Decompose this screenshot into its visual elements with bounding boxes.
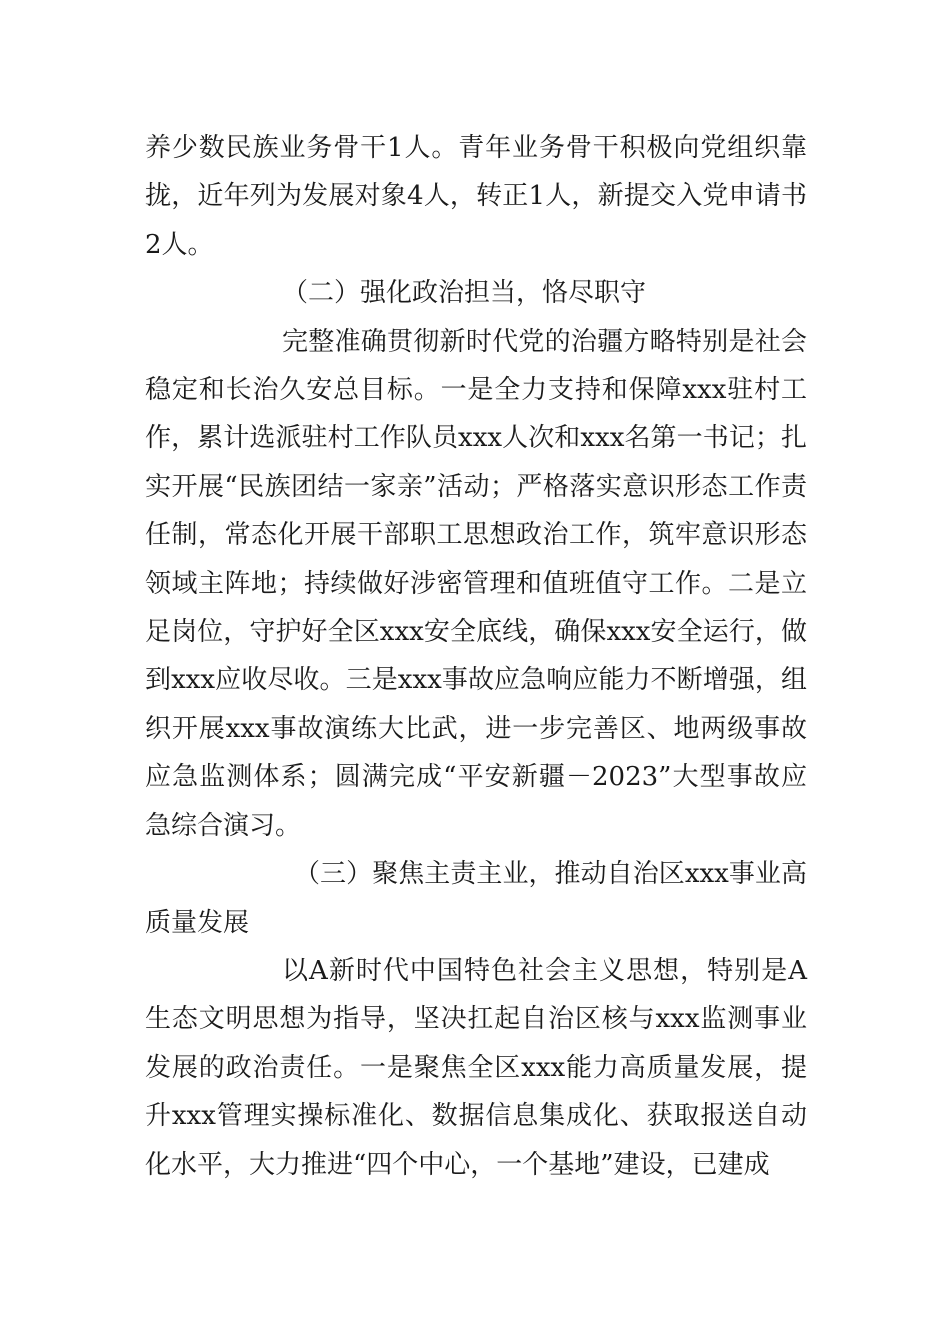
section-heading-3: （三）聚焦主责主业，推动自治区xxx事业高质量发展 (145, 859, 807, 938)
paragraph-section-3: 以A新时代中国特色社会主义思想，特别是A生态文明思想为指导，坚决扛起自治区核与xxx监测事业发展的政治责任。一是聚焦全区xxx能力高质量发展，提升xxx管理实操标准化、数据信息集成化、获取报送自动化水平，大力推进“四个中心，一个基地”建设，已建成 (145, 955, 807, 1180)
paragraph-section-2: 完整准确贯彻新时代党的治疆方略特别是社会稳定和长治久安总目标。一是全力支持和保障xxx驻村工作，累计选派驻村工作队员xxx人次和xxx名第一书记；扎实开展“民族团结一家亲”活动；严格落实意识形态工作责任制，常态化开展干部职工思想政治工作，筑牢意识形态领域主阵地；持续做好涉密管理和值班值守工作。二是立足岗位，守护好全区xxx安全底线，确保xxx安全运行，做到xxx应收尽收。三是xxx事故应急响应能力不断增强，组织开展xxx事故演练大比武，进一步完善区、地两级事故应急监测体系；圆满完成“平安新疆－2023”大型事故应急综合演习。 (145, 326, 807, 841)
section-heading-2: （二）强化政治担当，恪尽职守 (282, 278, 647, 309)
paragraph-continued: 养少数民族业务骨干1人。青年业务骨干积极向党组织靠拢，近年列为发展对象4人，转正1人，新提交入党申请书2人。 (145, 133, 807, 260)
document-body (145, 124, 807, 1189)
